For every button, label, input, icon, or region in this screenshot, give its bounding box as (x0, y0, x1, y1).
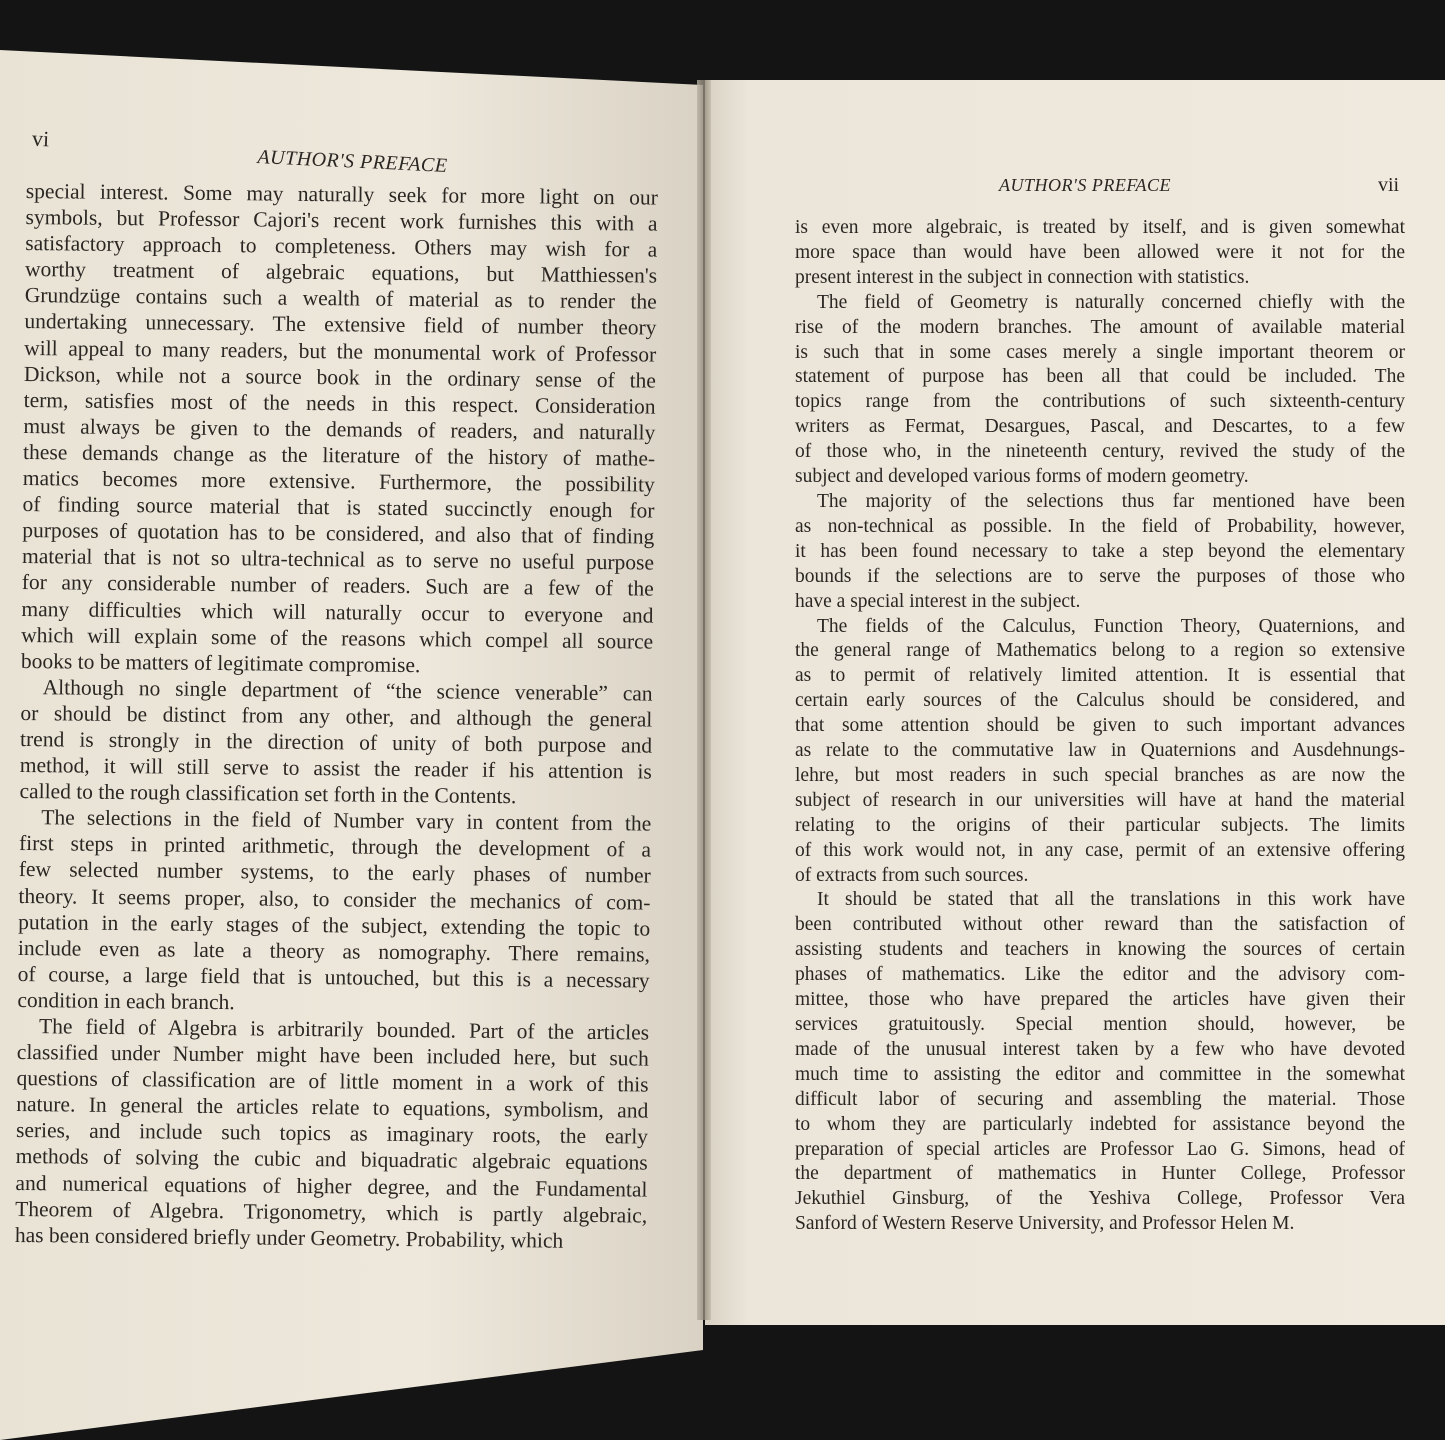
text-line: nature. In general the articles relate to equations, symbolism, and (16, 1092, 649, 1123)
text-line: The fields of the Calculus, Function Theory, Quaternions, and (817, 615, 1405, 637)
text-line: The field of Geometry is naturally concerned chiefly with the (817, 291, 1405, 313)
text-line: method, it will still serve to assist the reader if his attention is (19, 753, 652, 784)
text-line: much time to assisting the editor and committee in the somewhat (795, 1063, 1405, 1085)
text-line: classified under Number might have been included here, but such (16, 1040, 649, 1071)
text-line: subject and developed various forms of modern geometry. (795, 466, 1249, 488)
text-line: trend is strongly in the direction of unity of both purpose and (19, 726, 653, 758)
text-line: lehre, but most readers in such special branches as are now the (795, 764, 1405, 786)
right-running-head: AUTHOR'S PREFACE (999, 175, 1172, 195)
paragraph (795, 615, 1405, 889)
text-line: more space than would have been allowed were it not for the (795, 241, 1405, 263)
text-line: rise of the modern branches. The amount of available material (795, 316, 1405, 338)
text-line: Dickson, while not a source book in the ordinary sense of the (23, 361, 657, 393)
left-page-number: vi (31, 125, 50, 152)
text-line: methods of solving the cubic and biquadratic algebraic equations (15, 1144, 648, 1176)
text-line: of those who, in the nineteenth century, revived the study of the (795, 441, 1405, 463)
text-line: theory. It seems proper, also, to consider the mechanics of com- (18, 883, 651, 915)
book-gutter (697, 80, 711, 1320)
text-line: series, and include such topics as imaginary roots, the early (15, 1118, 649, 1149)
text-line: topics range from the contributions of such sixteenth-century (795, 391, 1405, 413)
paragraph (19, 674, 652, 811)
text-line: as to permit of relatively limited attention. It is essential that (795, 665, 1405, 687)
text-line: Grundzüge contains such a wealth of material as to render the (24, 283, 657, 314)
text-line: writers as Fermat, Desargues, Pascal, and Descartes, to a few (795, 416, 1405, 438)
text-line: will appeal to many readers, but the monumental work of Professor (24, 335, 657, 367)
paragraph (795, 291, 1405, 490)
text-line: The selections in the field of Number vary in content from the (41, 805, 652, 836)
text-line: or should be distinct from any other, and although the general (20, 700, 653, 732)
text-line: of extracts from such sources. (795, 864, 1029, 886)
text-line: material that is not so ultra-technical as to serve no useful purpose (21, 544, 655, 575)
text-line: The majority of the selections thus far mentioned have been (817, 490, 1405, 512)
text-line: of course, a large field that is untouched, but this is a necessary (17, 961, 650, 993)
text-line: it has been found necessary to take a step beyond the elementary (795, 540, 1405, 562)
right-page-body (795, 216, 1405, 1237)
paragraph (17, 804, 651, 1019)
text-line: mittee, those who have prepared the articles have given their (795, 989, 1405, 1011)
text-line: preparation of special articles are Professor Lao G. Simons, head of (795, 1138, 1405, 1160)
text-line: services gratuitously. Special mention should, however, be (795, 1014, 1405, 1035)
text-line: is even more algebraic, is treated by itself, and is given somewhat (795, 217, 1405, 238)
text-line: for any considerable number of readers. Such are a few of the (21, 570, 654, 602)
text-line: many difficulties which will naturally occur to everyone and (21, 596, 654, 628)
text-line: phases of mathematics. Like the editor and the advisory com- (795, 964, 1405, 986)
text-line: few selected number systems, to the early phases of number (18, 857, 651, 889)
text-line: questions of classification are of little moment in a work of this (16, 1066, 649, 1097)
text-line: these demands change as the literature of the history of mathe- (23, 439, 656, 471)
text-line: relating to the origins of their particular subjects. The limits (795, 814, 1405, 836)
text-line: matics becomes more extensive. Furthermore, the possibility (22, 466, 655, 497)
text-line: putation in the early stages of the subject, extending the topic to (18, 909, 651, 941)
paragraph (795, 490, 1405, 615)
text-line: assisting students and teachers in knowing the sources of certain (795, 939, 1405, 961)
text-line: as relate to the commutative law in Quaternions and Ausdehnungs- (795, 740, 1405, 762)
text-line: special interest. Some may naturally seek for more light on our (25, 178, 658, 210)
left-running-head: AUTHOR'S PREFACE (256, 146, 449, 177)
text-line: of finding source material that is stated succinctly enough for (22, 492, 655, 523)
text-line: subject of research in our universities will have at hand the material (795, 789, 1405, 811)
paragraph (15, 1013, 649, 1254)
text-line: symbols, but Professor Cajori's recent work furnishes this with a (25, 205, 658, 236)
right-page-number: vii (1378, 174, 1400, 196)
text-line: been contributed without other reward than the satisfaction of (795, 914, 1405, 936)
text-line: Sanford of Western Reserve University, and Professor Helen M. (795, 1213, 1295, 1235)
text-line: made of the unusual interest taken by a few who have devoted (795, 1038, 1405, 1060)
text-line: first steps in printed arithmetic, through the development of a (18, 831, 652, 862)
text-line: as non-technical as possible. In the field of Probability, however, (795, 515, 1405, 537)
text-line: called to the rough classification set forth in the Contents. (19, 779, 517, 809)
text-line: bounds if the selections are to serve the purposes of those who (795, 565, 1405, 587)
text-line: undertaking unnecessary. The extensive field of number theory (24, 309, 657, 341)
text-line: Theorem of Algebra. Trigonometry, which is partly algebraic, (15, 1196, 648, 1228)
text-line: the department of mathematics in Hunter College, Professor (795, 1163, 1405, 1185)
text-line: to whom they are particularly indebted for assistance beyond the (795, 1113, 1405, 1135)
text-line: worthy treatment of algebraic equations, but Matthiessen's (24, 257, 658, 288)
text-line: has been considered briefly under Geometry. Probability, which (14, 1222, 564, 1253)
text-line: certain early sources of the Calculus should be considered, and (795, 690, 1405, 712)
text-line: must always be given to the demands of readers, and naturally (23, 413, 656, 445)
paragraph (795, 216, 1405, 291)
text-line: that some attention should be given to such important advances (795, 715, 1405, 737)
text-line: Jekuthiel Ginsburg, of the Yeshiva College, Professor Vera (795, 1188, 1405, 1210)
text-line: statement of purpose has been all that could be included. The (795, 366, 1405, 388)
text-line: include even as late a theory as nomography. There remains, (17, 935, 651, 967)
text-line: term, satisfies most of the needs in this respect. Consideration (23, 387, 656, 419)
text-line: The field of Algebra is arbitrarily bounded. Part of the articles (38, 1014, 650, 1045)
paragraph (795, 888, 1405, 1237)
text-line: purposes of quotation has to be considered, and also that of finding (22, 518, 655, 549)
text-line: of this work would not, in any case, permit of an extensive offering (795, 839, 1405, 861)
left-page-body (15, 178, 658, 1254)
text-line: the general range of Mathematics belong to a region so extensive (795, 640, 1405, 662)
text-line: It should be stated that all the translations in this work have (817, 889, 1405, 911)
paragraph (21, 178, 658, 680)
text-line: present interest in the subject in connection with statistics. (795, 266, 1250, 288)
text-line: difficult labor of securing and assembling the material. Those (795, 1088, 1405, 1110)
text-line: books to be matters of legitimate compromise. (20, 648, 421, 677)
text-line: is such that in some cases merely a single important theorem or (795, 341, 1405, 363)
text-line: Although no single department of “the science venerable” can (42, 674, 653, 706)
text-line: which will explain some of the reasons which compel all source (21, 622, 654, 654)
text-line: and numerical equations of higher degree, and the Fundamental (15, 1170, 648, 1202)
text-line: have a special interest in the subject. (795, 590, 1081, 612)
text-line: condition in each branch. (17, 987, 235, 1015)
text-line: satisfactory approach to completeness. Others may wish for a (25, 231, 658, 262)
